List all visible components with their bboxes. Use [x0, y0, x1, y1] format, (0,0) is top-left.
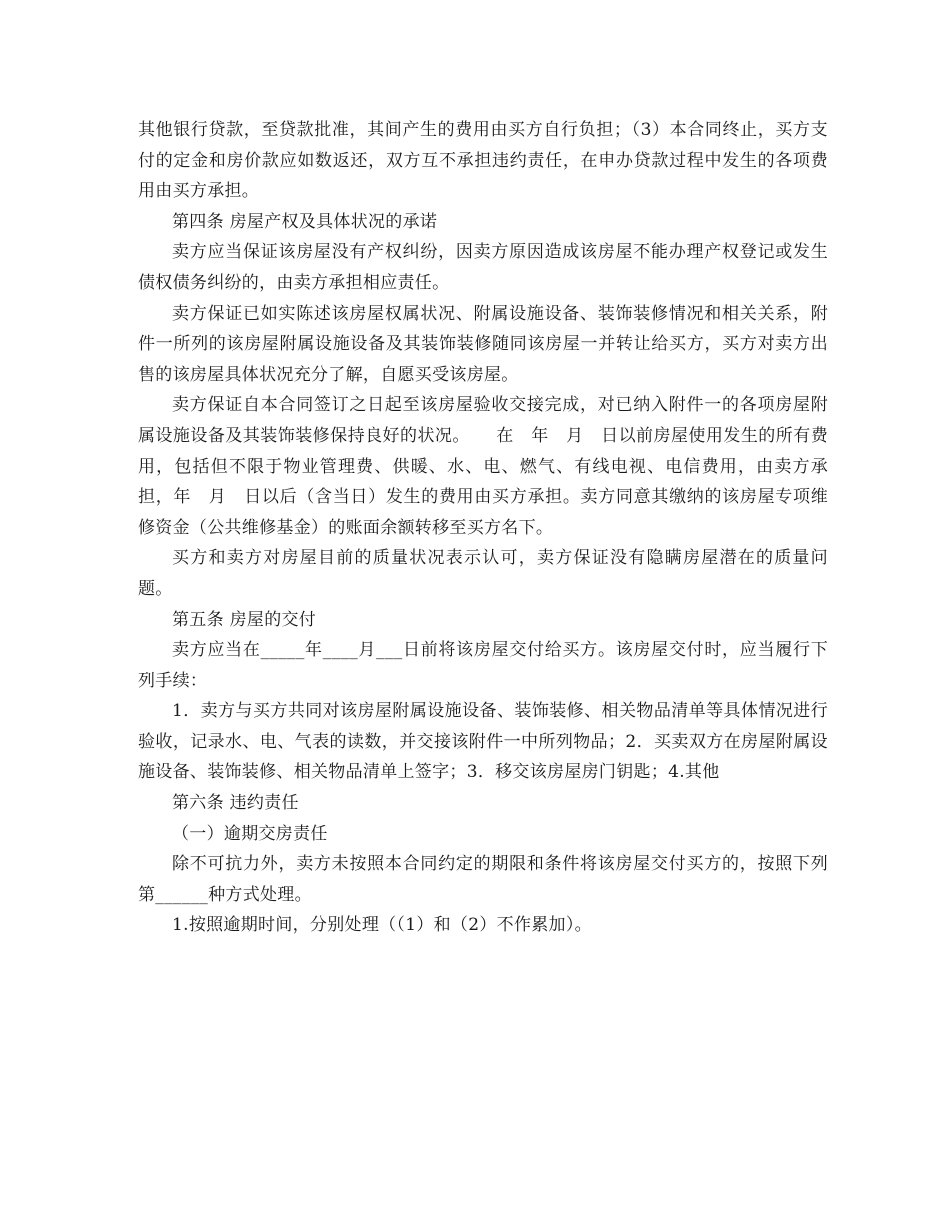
section-late-delivery-heading: （一）逾期交房责任	[172, 823, 328, 844]
paragraph-loan-termination: 其他银行贷款，至贷款批准，其间产生的费用由买方自行负担；（3）本合同终止，买方支付的定金和房价款应如数返还，双方互不承担违约责任，在申办贷款过程中发生的各项费用由买方承担。	[138, 120, 828, 202]
paragraph-overdue-time-handling: 1.按照逾期时间，分别处理（（1）和（2）不作累加）。	[172, 915, 592, 936]
paragraph-title-dispute: 卖方应当保证该房屋没有产权纠纷，因卖方原因造成该房屋不能办理产权登记或发生债权债务纠纷的，由卖方承担相应责任。	[138, 242, 828, 293]
paragraph-fee-responsibility: 卖方保证自本合同签订之日起至该房屋验收交接完成，对已纳入附件一的各项房屋附属设施设备及其装饰装修保持良好的状况。 在 年 月 日以前房屋使用发生的所有费用，包括但不限于物业管理费、供暖、水、电、燃气、有线电视、电信费用，由卖方承担，年 月 日以后（含当日）发生的费用由买方承担。卖方同意其缴纳的该房屋专项维修资金（公共维修基金）的账面余额转移至买方名下。	[138, 395, 828, 538]
document-body	[138, 115, 828, 941]
paragraph-quality-acknowledgement: 买方和卖方对房屋目前的质量状况表示认可，卖方保证没有隐瞒房屋潜在的质量问题。	[138, 548, 828, 599]
article-5-heading: 第五条 房屋的交付	[172, 609, 317, 630]
article-6-heading: 第六条 违约责任	[172, 793, 299, 814]
paragraph-late-delivery-handling: 除不可抗力外，卖方未按照本合同约定的期限和条件将该房屋交付买方的，按照下列第______种方式处理。	[138, 854, 828, 905]
paragraph-property-condition: 卖方保证已如实陈述该房屋权属状况、附属设施设备、装饰装修情况和相关关系，附件一所列的该房屋附属设施设备及其装饰装修随同该房屋一并转让给买方，买方对卖方出售的该房屋具体状况充分了解，自愿买受该房屋。	[138, 303, 828, 385]
article-4-heading: 第四条 房屋产权及具体状况的承诺	[172, 211, 438, 232]
paragraph-delivery-procedures: 1．卖方与买方共同对该房屋附属设施设备、装饰装修、相关物品清单等具体情况进行验收，记录水、电、气表的读数，并交接该附件一中所列物品；2．买卖双方在房屋附属设施设备、装饰装修、相关物品清单上签字；3．移交该房屋房门钥匙；4.其他	[138, 701, 828, 783]
paragraph-delivery-date: 卖方应当在_____年____月___日前将该房屋交付给买方。该房屋交付时，应当履行下列手续：	[138, 640, 828, 691]
